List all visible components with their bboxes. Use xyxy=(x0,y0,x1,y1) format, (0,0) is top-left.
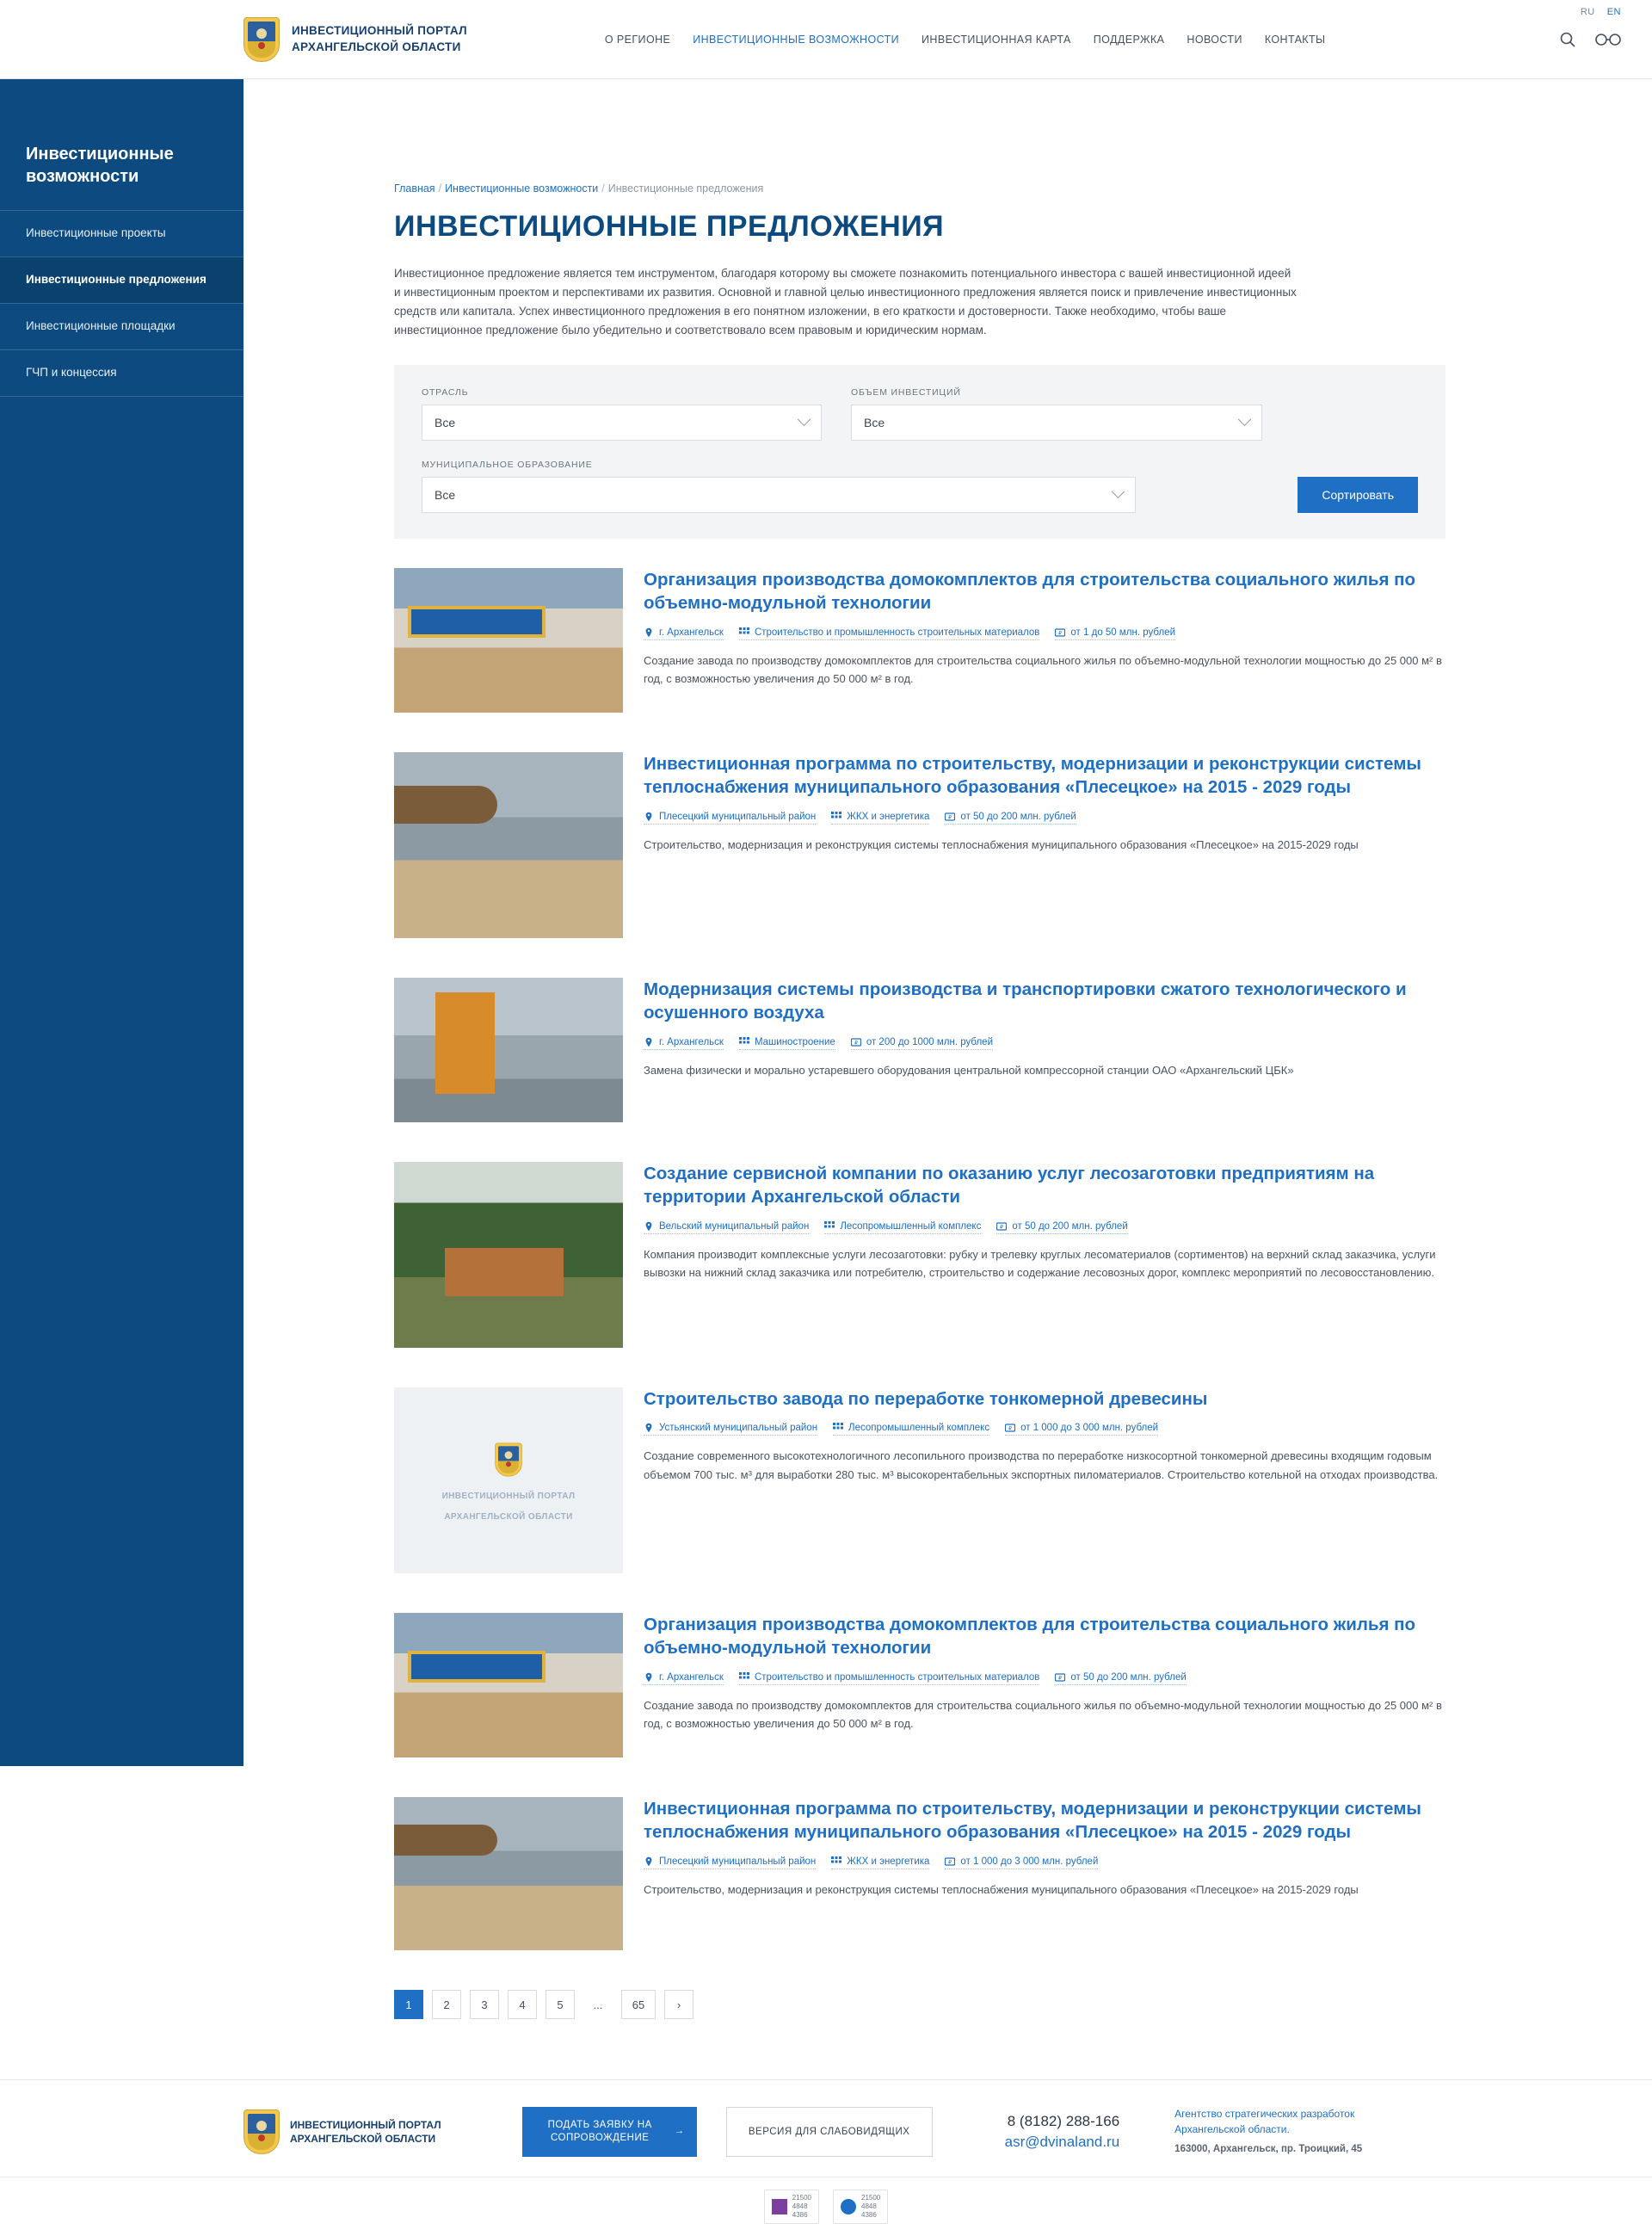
offer-volume-text: от 50 до 200 млн. рублей xyxy=(1012,1220,1128,1232)
footer-email[interactable]: asr@dvinaland.ru xyxy=(1004,2134,1120,2151)
offer-title[interactable]: Организация производства домокомплектов для строительства социального жилья по объемно-модульной технологии xyxy=(644,570,1416,614)
offer-industry-tag[interactable] xyxy=(739,627,1039,640)
offer-industry-text: Лесопромышленный комплекс xyxy=(840,1220,982,1232)
counter-1-num-2: 4848 xyxy=(792,2202,808,2210)
sidebar-item-investment-projects[interactable]: Инвестиционные проекты xyxy=(0,210,243,256)
footer-phone[interactable]: 8 (8182) 288-166 xyxy=(1007,2113,1120,2130)
svg-text:₽: ₽ xyxy=(1008,1427,1013,1433)
apply-support-label: ПОДАТЬ ЗАЯВКУ НА СОПРОВОЖДЕНИЕ xyxy=(547,2119,652,2144)
page-5[interactable]: 5 xyxy=(546,1990,575,2019)
offer-volume-text: от 50 до 200 млн. рублей xyxy=(1070,1671,1187,1683)
offer-title[interactable]: Инвестиционная программа по строительству, модернизации и реконструкции системы теплоснабжения муниципального образования «Плесецкое» на 2015 - 2029 годы xyxy=(644,754,1421,798)
offer-meta xyxy=(644,1037,1446,1050)
offer-card xyxy=(394,1387,1446,1573)
offer-volume-tag[interactable] xyxy=(1055,627,1175,640)
offer-meta xyxy=(644,1672,1446,1685)
sidebar-item-investment-offers[interactable]: Инвестиционные предложения xyxy=(0,256,243,303)
breadcrumb-section[interactable]: Инвестиционные возможности xyxy=(445,182,599,195)
page-65[interactable]: 65 xyxy=(621,1990,656,2019)
offer-card xyxy=(394,1797,1446,1950)
coat-of-arms-icon xyxy=(243,17,280,62)
filter-panel xyxy=(394,365,1446,539)
counter-icon xyxy=(772,2199,787,2214)
offer-thumbnail[interactable] xyxy=(394,568,623,713)
offer-thumbnail[interactable] xyxy=(394,1613,623,1757)
offer-card xyxy=(394,978,1446,1122)
offer-description: Создание завода по производству домокомплектов для строительства социального жилья по объемно-модульной технологии мощностью до 25 000 м² в год, с возможностью увеличения до 50 000 м² в год. xyxy=(644,653,1442,685)
grid-icon xyxy=(831,812,841,822)
location-pin-icon xyxy=(644,1672,654,1683)
money-icon xyxy=(945,1856,955,1867)
logo-line-2: АРХАНГЕЛЬСКОЙ ОБЛАСТИ xyxy=(292,40,461,53)
breadcrumb: Главная / Инвестиционные возможности / Инвестиционные предложения xyxy=(394,182,764,195)
page-4[interactable]: 4 xyxy=(508,1990,537,2019)
offer-industry-text: Лесопромышленный комплекс xyxy=(848,1423,990,1434)
nav-item-news[interactable]: НОВОСТИ xyxy=(1187,33,1242,46)
counter-bar xyxy=(0,2177,1652,2236)
svg-text:₽: ₽ xyxy=(1058,631,1063,637)
pagination xyxy=(394,1990,1446,2019)
chevron-down-icon xyxy=(798,412,811,426)
money-icon xyxy=(851,1037,861,1047)
grid-icon xyxy=(739,1037,749,1047)
counter-2-num-3: 4386 xyxy=(861,2210,877,2219)
sort-button[interactable]: Сортировать xyxy=(1298,477,1418,513)
money-icon xyxy=(945,812,955,822)
location-pin-icon xyxy=(644,1856,654,1867)
offer-card xyxy=(394,1613,1446,1757)
offer-volume-tag[interactable] xyxy=(1055,1672,1186,1685)
chevron-down-icon xyxy=(1112,485,1125,498)
page-intro-text: Инвестиционное предложение является тем инструментом, благодаря которому вы сможете познакомить потенциального инвестора с вашей инвестиционной идеей и инвестиционным проектом и перспективами их развития. Основной и главной целью инвестиционного предложения является поиск и привлечение инвестиционных средств или капитала. Успех инвестиционного предложения в его понятном изложении, в его краткости и достоверности. Также необходимо, чтобы ваше инвестиционное предложение было убедительно и соответствовало всем правовым и юридическим нормам. xyxy=(394,267,1297,337)
offer-location-text: Устьянский муниципальный район xyxy=(659,1423,818,1434)
offer-description: Строительство, модернизация и реконструкция системы теплоснабжения муниципального образования «Плесецкое» на 2015-2029 годы xyxy=(644,1882,1359,1896)
site-footer xyxy=(0,2079,1652,2176)
svg-text:₽: ₽ xyxy=(1058,1676,1063,1682)
svg-text:₽: ₽ xyxy=(854,1041,858,1047)
offer-location-text: Плесецкий муниципальный район xyxy=(659,1856,817,1867)
offer-volume-tag[interactable] xyxy=(996,1221,1127,1234)
page-title: ИНВЕСТИЦИОННЫЕ ПРЕДЛОЖЕНИЯ xyxy=(394,210,945,243)
offer-thumbnail[interactable] xyxy=(394,978,623,1122)
offer-description: Создание завода по производству домокомплектов для строительства социального жилья по объемно-модульной технологии мощностью до 25 000 м² в год, с возможностью увеличения до 50 000 м² в год. xyxy=(644,1698,1442,1730)
offer-volume-tag[interactable] xyxy=(945,812,1076,825)
search-icon[interactable] xyxy=(1559,31,1576,48)
offer-industry-text: ЖКХ и энергетика xyxy=(847,1856,930,1867)
offer-industry-tag[interactable] xyxy=(831,1856,929,1869)
offer-description: Создание современного высокотехнологичного лесопильного производства по переработке низкосортной тонкомерной древесины входящим годовым объемом 700 тыс. м³ для выработки 280 тыс. м³ высокорентабельных экспортных пиломатериалов. Строительство котельной на отходах производства. xyxy=(644,1449,1439,1481)
grid-icon xyxy=(824,1221,835,1232)
offer-industry-text: Строительство и промышленность строительных материалов xyxy=(754,627,1040,638)
main-navigation xyxy=(605,34,1326,46)
offer-location-tag[interactable] xyxy=(644,1037,724,1050)
counter-widget-1[interactable] xyxy=(764,2190,819,2224)
page-body xyxy=(0,79,1652,2079)
filter-municipality xyxy=(422,460,1136,513)
next-page-button[interactable]: › xyxy=(664,1990,693,2019)
breadcrumb-home[interactable]: Главная xyxy=(394,182,435,195)
placeholder-line-2: АРХАНГЕЛЬСКОЙ ОБЛАСТИ xyxy=(444,1512,573,1523)
offer-thumbnail-placeholder[interactable] xyxy=(394,1387,623,1573)
agency-line-2: Архангельской области. xyxy=(1174,2123,1290,2136)
sidebar-title: Инвестиционные возможности xyxy=(26,145,174,186)
lang-ru[interactable]: RU xyxy=(1580,7,1595,17)
offer-description: Строительство, модернизация и реконструкция системы теплоснабжения муниципального образования «Плесецкое» на 2015-2029 годы xyxy=(644,837,1359,851)
offer-meta xyxy=(644,1856,1446,1869)
filter-investment-volume xyxy=(851,387,1262,441)
filter-investment-select[interactable] xyxy=(851,405,1262,441)
offer-thumbnail[interactable] xyxy=(394,1162,623,1348)
offer-location-tag[interactable] xyxy=(644,1856,816,1869)
location-pin-icon xyxy=(644,1037,654,1047)
offer-industry-tag[interactable] xyxy=(824,1221,981,1234)
offer-location-tag[interactable] xyxy=(644,1221,809,1234)
placeholder-line-1: ИНВЕСТИЦИОННЫЙ ПОРТАЛ xyxy=(441,1492,576,1502)
arrow-right-icon: → xyxy=(674,2126,685,2137)
offer-location-tag[interactable] xyxy=(644,627,724,640)
money-icon xyxy=(1055,1672,1065,1683)
offer-volume-text: от 1 000 до 3 000 млн. рублей xyxy=(960,1856,1099,1867)
counter-widget-2[interactable] xyxy=(833,2190,888,2224)
grid-icon xyxy=(739,1672,749,1683)
page-2[interactable]: 2 xyxy=(432,1990,461,2019)
sidebar xyxy=(0,79,243,1766)
header-tools xyxy=(1559,0,1621,79)
sidebar-item-investment-sites[interactable]: Инвестиционные площадки xyxy=(0,303,243,349)
offer-location-tag[interactable] xyxy=(644,1672,724,1685)
filter-municipality-value: Все xyxy=(435,488,456,503)
counter-1-num-3: 4386 xyxy=(792,2210,808,2219)
site-logo[interactable] xyxy=(243,17,467,62)
page-1[interactable]: 1 xyxy=(394,1990,423,2019)
footer-logo[interactable] xyxy=(243,2109,441,2154)
offer-industry-text: Машиностроение xyxy=(754,1036,835,1047)
money-icon xyxy=(1005,1423,1015,1433)
site-header xyxy=(0,0,1652,79)
counter-icon xyxy=(841,2199,856,2214)
page-3[interactable]: 3 xyxy=(470,1990,499,2019)
svg-text:₽: ₽ xyxy=(1000,1225,1004,1231)
offer-title[interactable]: Модернизация системы производства и транспортировки сжатого технологического и осушенного воздуха xyxy=(644,979,1407,1023)
offer-industry-tag[interactable] xyxy=(739,1672,1039,1685)
offer-location-text: Плесецкий муниципальный район xyxy=(659,811,817,822)
offer-location-text: Вельский муниципальный район xyxy=(659,1220,810,1232)
offer-industry-tag[interactable] xyxy=(739,1037,835,1050)
filter-industry-label: ОТРАСЛЬ xyxy=(422,387,469,398)
agency-line-1: Агентство стратегических разработок xyxy=(1174,2108,1355,2121)
counter-2-num-1: 21500 xyxy=(861,2193,881,2202)
offer-volume-tag[interactable] xyxy=(851,1037,993,1050)
offer-industry-tag[interactable] xyxy=(831,812,929,825)
svg-text:₽: ₽ xyxy=(948,1860,952,1866)
footer-logo-line-2: АРХАНГЕЛЬСКОЙ ОБЛАСТИ xyxy=(290,2133,436,2146)
footer-agency xyxy=(1174,2106,1362,2157)
nav-item-investment-opportunities[interactable]: ИНВЕСТИЦИОННЫЕ ВОЗМОЖНОСТИ xyxy=(693,33,900,46)
nav-item-contacts[interactable]: КОНТАКТЫ xyxy=(1264,33,1326,46)
filter-investment-label: ОБЪЕМ ИНВЕСТИЦИЙ xyxy=(851,387,961,398)
money-icon xyxy=(996,1221,1007,1232)
filter-industry xyxy=(422,387,822,441)
offer-card xyxy=(394,568,1446,713)
page-ellipsis: ... xyxy=(593,1998,603,2011)
offer-volume-text: от 1 до 50 млн. рублей xyxy=(1070,627,1175,638)
counter-2-num-2: 4848 xyxy=(861,2202,877,2210)
nav-item-support[interactable]: ПОДДЕРЖКА xyxy=(1093,33,1165,46)
location-pin-icon xyxy=(644,1423,654,1433)
filter-municipality-label: МУНИЦИПАЛЬНОЕ ОБРАЗОВАНИЕ xyxy=(422,460,593,471)
svg-text:₽: ₽ xyxy=(948,815,952,821)
nav-item-investment-map[interactable]: ИНВЕСТИЦИОННАЯ КАРТА xyxy=(922,33,1071,46)
offer-card xyxy=(394,1162,1446,1348)
location-pin-icon xyxy=(644,627,654,638)
money-icon xyxy=(1055,627,1065,638)
offer-description: Замена физически и морально устаревшего оборудования центральной компрессорной станции ОАО «Архангельский ЦБК» xyxy=(644,1063,1294,1077)
agency-address: 163000, Архангельск, пр. Троицкий, 45 xyxy=(1174,2144,1363,2155)
footer-contacts xyxy=(1005,2113,1120,2151)
offer-volume-text: от 1 000 до 3 000 млн. рублей xyxy=(1020,1423,1159,1434)
grid-icon xyxy=(739,627,749,638)
offer-location-text: г. Архангельск xyxy=(659,627,724,638)
offer-meta xyxy=(644,1221,1446,1234)
nav-item-region[interactable]: О РЕГИОНЕ xyxy=(604,33,671,46)
offer-meta xyxy=(644,812,1446,825)
offer-thumbnail[interactable] xyxy=(394,1797,623,1950)
glasses-icon[interactable] xyxy=(1595,33,1621,46)
apply-support-button[interactable] xyxy=(522,2107,697,2157)
grid-icon xyxy=(833,1423,843,1433)
offer-industry-tag[interactable] xyxy=(833,1423,989,1436)
offer-volume-text: от 50 до 200 млн. рублей xyxy=(960,811,1076,822)
offer-location-text: г. Архангельск xyxy=(659,1671,724,1683)
coat-of-arms-icon xyxy=(243,2109,280,2154)
filter-industry-select[interactable] xyxy=(422,405,822,441)
offer-volume-tag[interactable] xyxy=(1005,1423,1158,1436)
offer-meta xyxy=(644,1423,1446,1436)
offer-industry-text: ЖКХ и энергетика xyxy=(847,811,930,822)
offer-title[interactable]: Строительство завода по переработке тонкомерной древесины xyxy=(644,1389,1208,1410)
chevron-down-icon xyxy=(1238,412,1252,426)
grid-icon xyxy=(831,1856,841,1867)
offer-industry-text: Строительство и промышленность строительных материалов xyxy=(754,1671,1040,1683)
logo-line-1: ИНВЕСТИЦИОННЫЙ ПОРТАЛ xyxy=(292,24,467,38)
main-content xyxy=(243,79,1652,2079)
counter-1-num-1: 21500 xyxy=(792,2193,811,2202)
offer-thumbnail[interactable] xyxy=(394,752,623,938)
low-vision-version-button[interactable]: ВЕРСИЯ ДЛЯ СЛАБОВИДЯЩИХ xyxy=(726,2107,933,2157)
offer-title[interactable]: Инвестиционная программа по строительству, модернизации и реконструкции системы теплоснабжения муниципального образования «Плесецкое» на 2015 - 2029 годы xyxy=(644,1799,1421,1843)
offer-title[interactable]: Создание сервисной компании по оказанию услуг лесозаготовки предприятиям на территории Архангельской области xyxy=(644,1164,1375,1208)
offer-description: Компания производит комплексные услуги лесозаготовки: рубку и трелевку круглых лесоматериалов (сортиментов) на верхний склад заказчика, услуги вывозки на нижний склад заказчика или потребителю, строительство и содержание лесовозных дорог, комплекс мероприятий по лесовосстановлению. xyxy=(644,1247,1436,1279)
offer-location-text: г. Архангельск xyxy=(659,1036,724,1047)
filter-municipality-select[interactable] xyxy=(422,477,1136,513)
footer-logo-line-1: ИНВЕСТИЦИОННЫЙ ПОРТАЛ xyxy=(290,2118,441,2131)
offer-meta xyxy=(644,627,1446,640)
location-pin-icon xyxy=(644,812,654,822)
offer-volume-text: от 200 до 1000 млн. рублей xyxy=(866,1036,993,1047)
offer-card xyxy=(394,752,1446,938)
offer-location-tag[interactable] xyxy=(644,812,816,825)
breadcrumb-current: Инвестиционные предложения xyxy=(607,182,764,195)
filter-investment-value: Все xyxy=(864,416,885,430)
coat-of-arms-icon xyxy=(495,1443,522,1477)
location-pin-icon xyxy=(644,1221,654,1232)
lang-en[interactable]: EN xyxy=(1606,7,1621,17)
sidebar-item-ppp-concession[interactable]: ГЧП и концессия xyxy=(0,349,243,397)
sidebar-menu xyxy=(0,210,243,397)
filter-industry-value: Все xyxy=(435,416,456,430)
offer-title[interactable]: Организация производства домокомплектов для строительства социального жилья по объемно-модульной технологии xyxy=(644,1615,1416,1658)
offer-volume-tag[interactable] xyxy=(945,1856,1098,1869)
offer-location-tag[interactable] xyxy=(644,1423,817,1436)
